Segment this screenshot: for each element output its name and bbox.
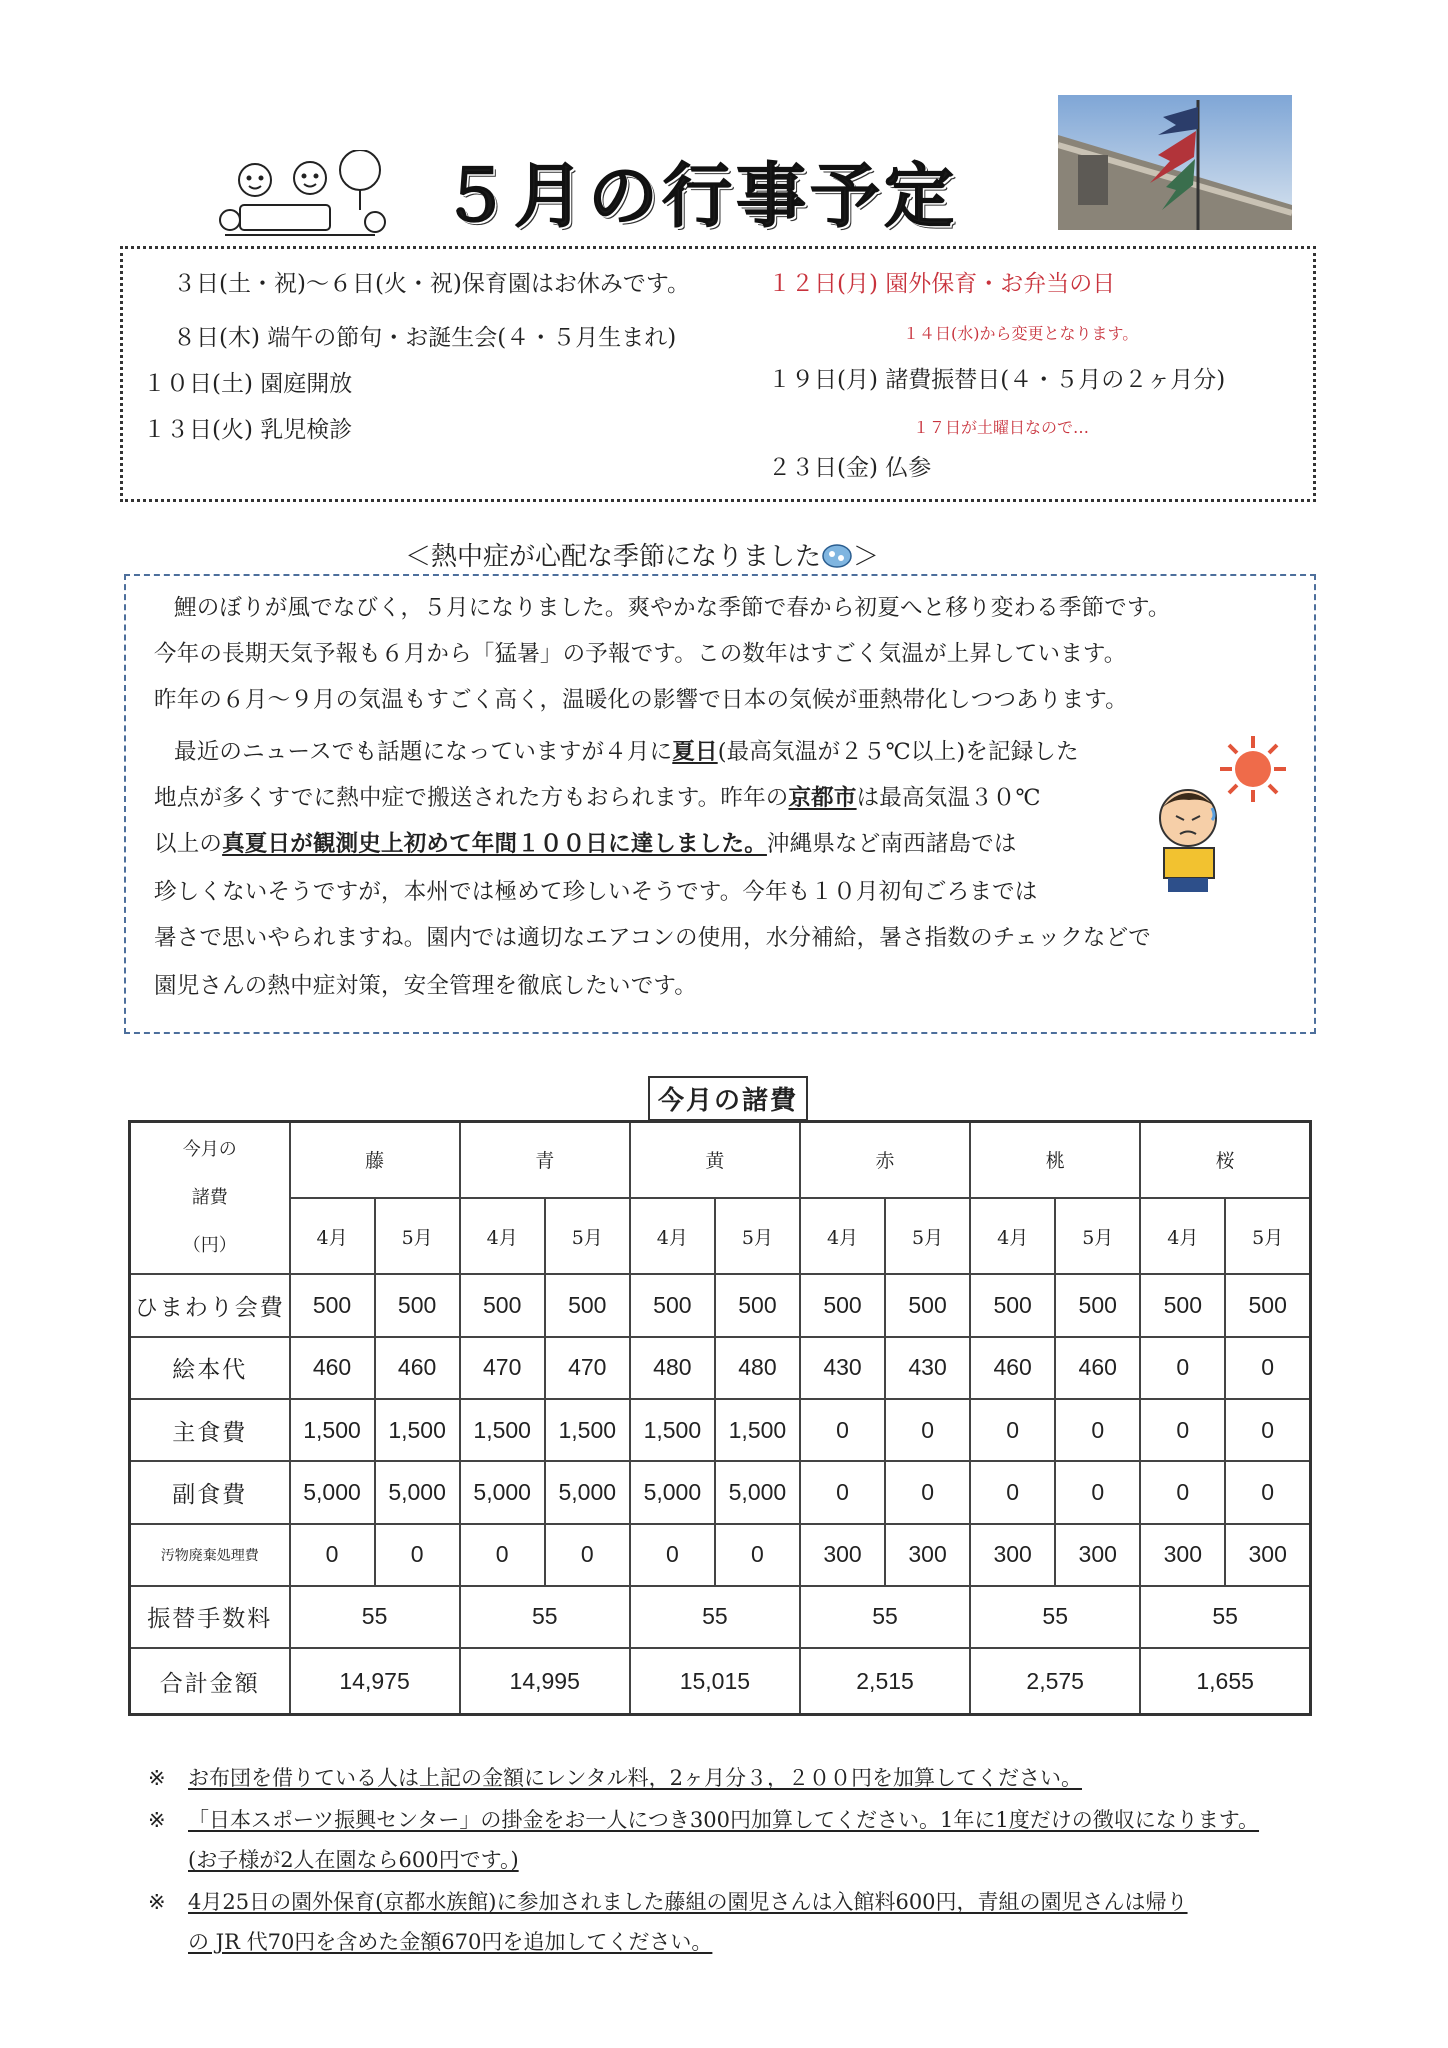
cell-value: 55 (630, 1586, 800, 1648)
page-title: ５月の行事予定 (440, 155, 958, 237)
cell-value: 55 (460, 1586, 630, 1648)
cell-value: 0 (800, 1461, 885, 1523)
note-mark: ※ (148, 1890, 166, 1914)
fee-rows (130, 1274, 1311, 1586)
hot-child-illustration (1140, 778, 1240, 898)
koinobori-photo (1058, 95, 1292, 230)
month-header: 5月 (545, 1198, 630, 1274)
cell-value: 5,000 (630, 1461, 715, 1523)
row-label: 合計金額 (130, 1648, 290, 1714)
footnote-text: (お子様が2人在園なら600円です。) (188, 1848, 519, 1872)
footnote (148, 1886, 1188, 1916)
row-label: 絵本代 (130, 1337, 290, 1399)
cell-value: 0 (1225, 1337, 1310, 1399)
highlight-kyoto: 京都市 (788, 785, 857, 811)
text: は最高気温３０℃ (856, 785, 1041, 811)
highlight-midsummer-days: 真夏日が観測史上初めて年間１００日に達しました。 (222, 831, 767, 857)
cell-value: 460 (375, 1337, 460, 1399)
cell-value: 0 (1225, 1461, 1310, 1523)
cell-value: 55 (800, 1586, 970, 1648)
cell-value: 500 (800, 1274, 885, 1336)
heat-heading (405, 536, 879, 573)
month-header: 5月 (1225, 1198, 1310, 1274)
note-mark: ※ (148, 1808, 166, 1832)
cell-value: 460 (1055, 1337, 1140, 1399)
cell-value: 0 (885, 1399, 970, 1461)
month-header: 5月 (715, 1198, 800, 1274)
cell-value: 0 (800, 1399, 885, 1461)
total-value: 1,655 (1140, 1648, 1310, 1714)
text: 最近のニュースでも話題になっていますが４月に (174, 739, 673, 765)
total-row (130, 1648, 1311, 1714)
footnote (148, 1762, 1082, 1792)
corner-line: （円） (182, 1235, 237, 1257)
month-header: 4月 (800, 1198, 885, 1274)
fees-table (128, 1120, 1312, 1716)
schedule-box (120, 246, 1316, 502)
table-header-row (130, 1122, 1311, 1198)
footnote-continued (188, 1844, 519, 1874)
cell-value: 0 (1140, 1337, 1225, 1399)
cell-value: 0 (630, 1524, 715, 1586)
month-header: 4月 (460, 1198, 545, 1274)
schedule-note: １４日(水)から変更となります。 (903, 324, 1139, 343)
paragraph-line: 鯉のぼりが風でなびく，５月になりました。爽やかな季節で春から初夏へと移り変わる季節です。 (174, 595, 1171, 621)
corner-cell (130, 1122, 290, 1275)
schedule-item: ２３日(金) 仏参 (768, 455, 932, 481)
schedule-item: １９日(月) 諸費振替日(４・５月の２ヶ月分) (768, 367, 1226, 393)
schedule-item: １３日(火) 乳児検診 (143, 417, 353, 443)
cell-value: 460 (970, 1337, 1055, 1399)
total-value: 2,515 (800, 1648, 970, 1714)
cell-value: 0 (1140, 1461, 1225, 1523)
class-header: 藤 (290, 1122, 460, 1198)
heat-heading-end: ＞ (853, 542, 880, 572)
cell-value: 470 (545, 1337, 630, 1399)
heat-heading-text: ＜熱中症が心配な季節になりました (405, 542, 822, 572)
total-value: 14,975 (290, 1648, 460, 1714)
month-header: 4月 (290, 1198, 375, 1274)
cell-value: 55 (290, 1586, 460, 1648)
cell-value: 500 (290, 1274, 375, 1336)
corner-line: 今月の (182, 1139, 237, 1161)
month-header: 4月 (630, 1198, 715, 1274)
row-label: 副食費 (130, 1461, 290, 1523)
cell-value: 1,500 (715, 1399, 800, 1461)
row-label: 汚物廃棄処理費 (130, 1524, 290, 1586)
cell-value: 5,000 (715, 1461, 800, 1523)
cell-value: 5,000 (545, 1461, 630, 1523)
month-header: 4月 (970, 1198, 1055, 1274)
text: (最高気温が２５℃以上)を記録した (717, 739, 1079, 765)
schedule-item: ８日(木) 端午の節句・お誕生会(４・５月生まれ) (173, 325, 677, 351)
heat-article (124, 574, 1316, 1034)
cell-value: 0 (715, 1524, 800, 1586)
highlight-summer-day: 夏日 (672, 739, 718, 765)
cell-value: 500 (1055, 1274, 1140, 1336)
cell-value: 0 (545, 1524, 630, 1586)
cell-value: 0 (1225, 1399, 1310, 1461)
fees-title: 今月の諸費 (648, 1076, 808, 1121)
cell-value: 500 (885, 1274, 970, 1336)
cell-value: 460 (290, 1337, 375, 1399)
cell-value: 0 (885, 1461, 970, 1523)
fee-row (130, 1399, 1311, 1461)
cell-value: 1,500 (630, 1399, 715, 1461)
cell-value: 500 (1225, 1274, 1310, 1336)
cell-value: 5,000 (290, 1461, 375, 1523)
row-label: 振替手数料 (130, 1586, 290, 1648)
class-header: 桜 (1140, 1122, 1310, 1198)
cell-value: 500 (1140, 1274, 1225, 1336)
cell-value: 500 (460, 1274, 545, 1336)
text: 以上の (154, 831, 223, 857)
paragraph-line (154, 780, 1041, 812)
cell-value: 0 (1055, 1399, 1140, 1461)
cell-value: 0 (970, 1461, 1055, 1523)
cell-value: 5,000 (375, 1461, 460, 1523)
cell-value: 500 (545, 1274, 630, 1336)
cell-value: 300 (970, 1524, 1055, 1586)
paragraph-line: 珍しくないそうですが，本州では極めて珍しいそうです。今年も１０月初旬ごろまでは (154, 879, 1038, 905)
cell-value: 300 (800, 1524, 885, 1586)
fee-row (130, 1524, 1311, 1586)
paragraph-line: 今年の長期天気予報も６月から「猛暑」の予報です。この数年はすごく気温が上昇しています。 (154, 641, 1127, 667)
month-header-row (130, 1198, 1311, 1274)
cell-value: 500 (970, 1274, 1055, 1336)
footnote-text: お布団を借りている人は上記の金額にレンタル料，2ヶ月分３，２００円を加算してください。 (188, 1766, 1082, 1790)
cell-value: 300 (1140, 1524, 1225, 1586)
paragraph-line: 昨年の６月～９月の気温もすごく高く，温暖化の影響で日本の気候が亜熱帯化しつつあります。 (154, 687, 1128, 713)
total-value: 14,995 (460, 1648, 630, 1714)
cell-value: 500 (375, 1274, 460, 1336)
row-label: ひまわり会費 (130, 1274, 290, 1336)
cell-value: 480 (630, 1337, 715, 1399)
paragraph-line (174, 734, 1079, 766)
class-header: 赤 (800, 1122, 970, 1198)
schedule-note: １７日が土曜日なので… (913, 418, 1090, 437)
month-header: 5月 (1055, 1198, 1140, 1274)
month-header: 5月 (885, 1198, 970, 1274)
footnote-text: 4月25日の園外保育(京都水族館)に参加されました藤組の園児さんは入館料600円，青組の園児さんは帰り (188, 1890, 1188, 1914)
cell-value: 430 (885, 1337, 970, 1399)
transfer-fee-row (130, 1586, 1311, 1648)
cell-value: 5,000 (460, 1461, 545, 1523)
paragraph-line (154, 826, 1017, 858)
footnote-text: の JR 代70円を含めた金額670円を追加してください。 (188, 1930, 713, 1954)
cell-value: 0 (1055, 1461, 1140, 1523)
cell-value: 480 (715, 1337, 800, 1399)
schedule-item: １０日(土) 園庭開放 (143, 371, 353, 397)
cell-value: 0 (375, 1524, 460, 1586)
cell-value: 0 (1140, 1399, 1225, 1461)
footnote-text: 「日本スポーツ振興センター」の掛金をお一人につき300円加算してください。1年に1度だけの徴収になります。 (188, 1808, 1260, 1832)
fee-row (130, 1274, 1311, 1336)
corner-line: 諸費 (191, 1187, 228, 1209)
cell-value: 300 (1055, 1524, 1140, 1586)
children-illustration (215, 150, 395, 240)
cell-value: 500 (630, 1274, 715, 1336)
cell-value: 1,500 (290, 1399, 375, 1461)
class-header: 黄 (630, 1122, 800, 1198)
cell-value: 430 (800, 1337, 885, 1399)
total-value: 15,015 (630, 1648, 800, 1714)
cell-value: 0 (970, 1399, 1055, 1461)
fee-row (130, 1337, 1311, 1399)
cell-value: 1,500 (545, 1399, 630, 1461)
cell-value: 55 (1140, 1586, 1310, 1648)
cell-value: 300 (885, 1524, 970, 1586)
cell-value: 55 (970, 1586, 1140, 1648)
paragraph-line: 園児さんの熱中症対策，安全管理を徹底したいです。 (154, 973, 698, 999)
cell-value: 0 (290, 1524, 375, 1586)
fee-row (130, 1461, 1311, 1523)
text: 沖縄県など南西諸島では (766, 831, 1017, 857)
month-header: 4月 (1140, 1198, 1225, 1274)
footnote (148, 1804, 1259, 1834)
total-value: 2,575 (970, 1648, 1140, 1714)
cell-value: 1,500 (460, 1399, 545, 1461)
footnote-continued (188, 1926, 712, 1956)
cell-value: 0 (460, 1524, 545, 1586)
cell-value: 1,500 (375, 1399, 460, 1461)
schedule-item-highlight: １２日(月) 園外保育・お弁当の日 (768, 271, 1116, 297)
month-header: 5月 (375, 1198, 460, 1274)
note-mark: ※ (148, 1766, 166, 1790)
water-drop-icon (821, 543, 853, 569)
cell-value: 300 (1225, 1524, 1310, 1586)
row-label: 主食費 (130, 1399, 290, 1461)
class-header: 桃 (970, 1122, 1140, 1198)
cell-value: 470 (460, 1337, 545, 1399)
cell-value: 500 (715, 1274, 800, 1336)
paragraph-line: 暑さで思いやられますね。園内では適切なエアコンの使用，水分補給，暑さ指数のチェックなどで (154, 925, 1152, 951)
class-header: 青 (460, 1122, 630, 1198)
schedule-item: ３日(土・祝)～６日(火・祝)保育園はお休みです。 (173, 271, 691, 297)
text: 地点が多くすでに熱中症で搬送された方もおられます。昨年の (154, 785, 789, 811)
